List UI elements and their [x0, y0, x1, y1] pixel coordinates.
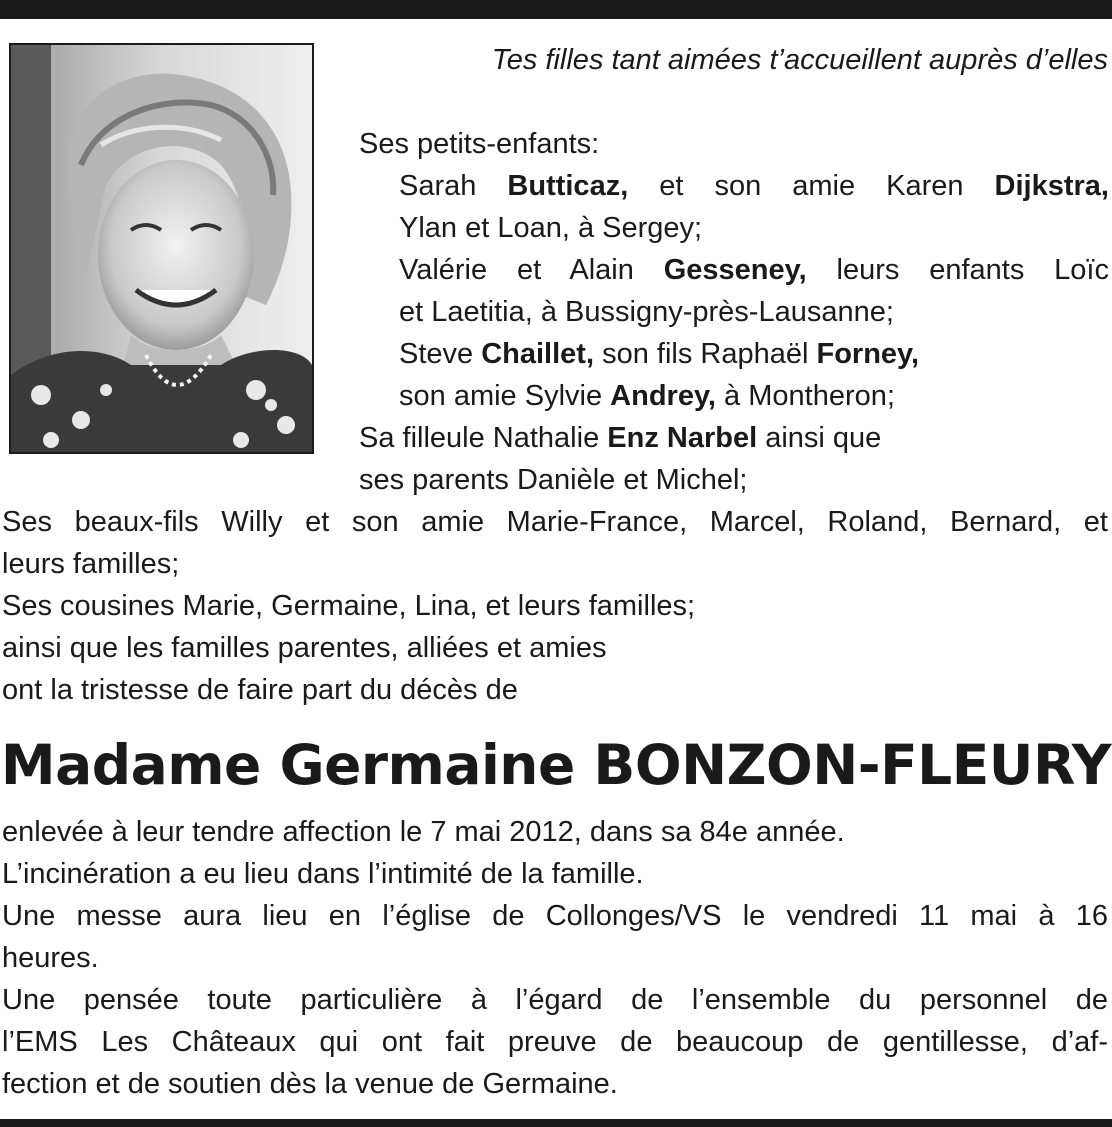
family-line-4: ainsi que les familles parentes, alliées et amies [2, 632, 607, 664]
goddaughter-line-1: Sa filleule Nathalie Enz Narbel ainsi que [359, 422, 882, 454]
bottom-rule [0, 1119, 1112, 1127]
grandchildren-line-5: Steve Chaillet, son fils Raphaël Forney, [399, 338, 920, 370]
family-line-2: leurs familles; [2, 548, 180, 580]
grandchildren-line-6: son amie Sylvie Andrey, à Montheron; [399, 380, 895, 412]
deceased-name: Madame Germaine BONZON-FLEURY [0, 733, 1112, 797]
details-line-1: enlevée à leur tendre affection le 7 mai 2012, dans sa 84e année. [2, 816, 845, 848]
goddaughter-line-2: ses parents Danièle et Michel; [359, 464, 748, 496]
portrait-image [11, 45, 312, 452]
details-line-4: heures. [2, 942, 99, 974]
portrait-photo [9, 43, 314, 454]
details-line-3: Une messe aura lieu en l’église de Collonges/VS le vendredi 11 mai à 16 [2, 900, 1108, 932]
grandchildren-line-3: Valérie et Alain Gesseney, leurs enfants Loïc [399, 254, 1109, 286]
top-rule [0, 0, 1112, 19]
details-line-7: fection et de soutien dès la venue de Germaine. [2, 1068, 618, 1100]
grandchildren-line-2: Ylan et Loan, à Sergey; [399, 212, 703, 244]
grandchildren-line-1: Sarah Butticaz, et son amie Karen Dijkstra, [399, 170, 1109, 202]
grandchildren-heading: Ses petits-enfants: [359, 128, 600, 160]
details-line-2: L’incinération a eu lieu dans l’intimité de la famille. [2, 858, 644, 890]
family-line-1: Ses beaux-fils Willy et son amie Marie-France, Marcel, Roland, Bernard, et [2, 506, 1108, 538]
grandchildren-line-4: et Laetitia, à Bussigny-près-Lausanne; [399, 296, 894, 328]
details-line-5: Une pensée toute particulière à l’égard de l’ensemble du personnel de [2, 984, 1108, 1016]
details-line-6: l’EMS Les Châteaux qui ont fait preuve de beaucoup de gentillesse, d’af- [2, 1026, 1108, 1058]
epigraph: Tes filles tant aimées t’accueillent auprès d’elles [491, 44, 1108, 76]
family-line-3: Ses cousines Marie, Germaine, Lina, et leurs familles; [2, 590, 696, 622]
family-line-5: ont la tristesse de faire part du décès de [2, 674, 518, 706]
